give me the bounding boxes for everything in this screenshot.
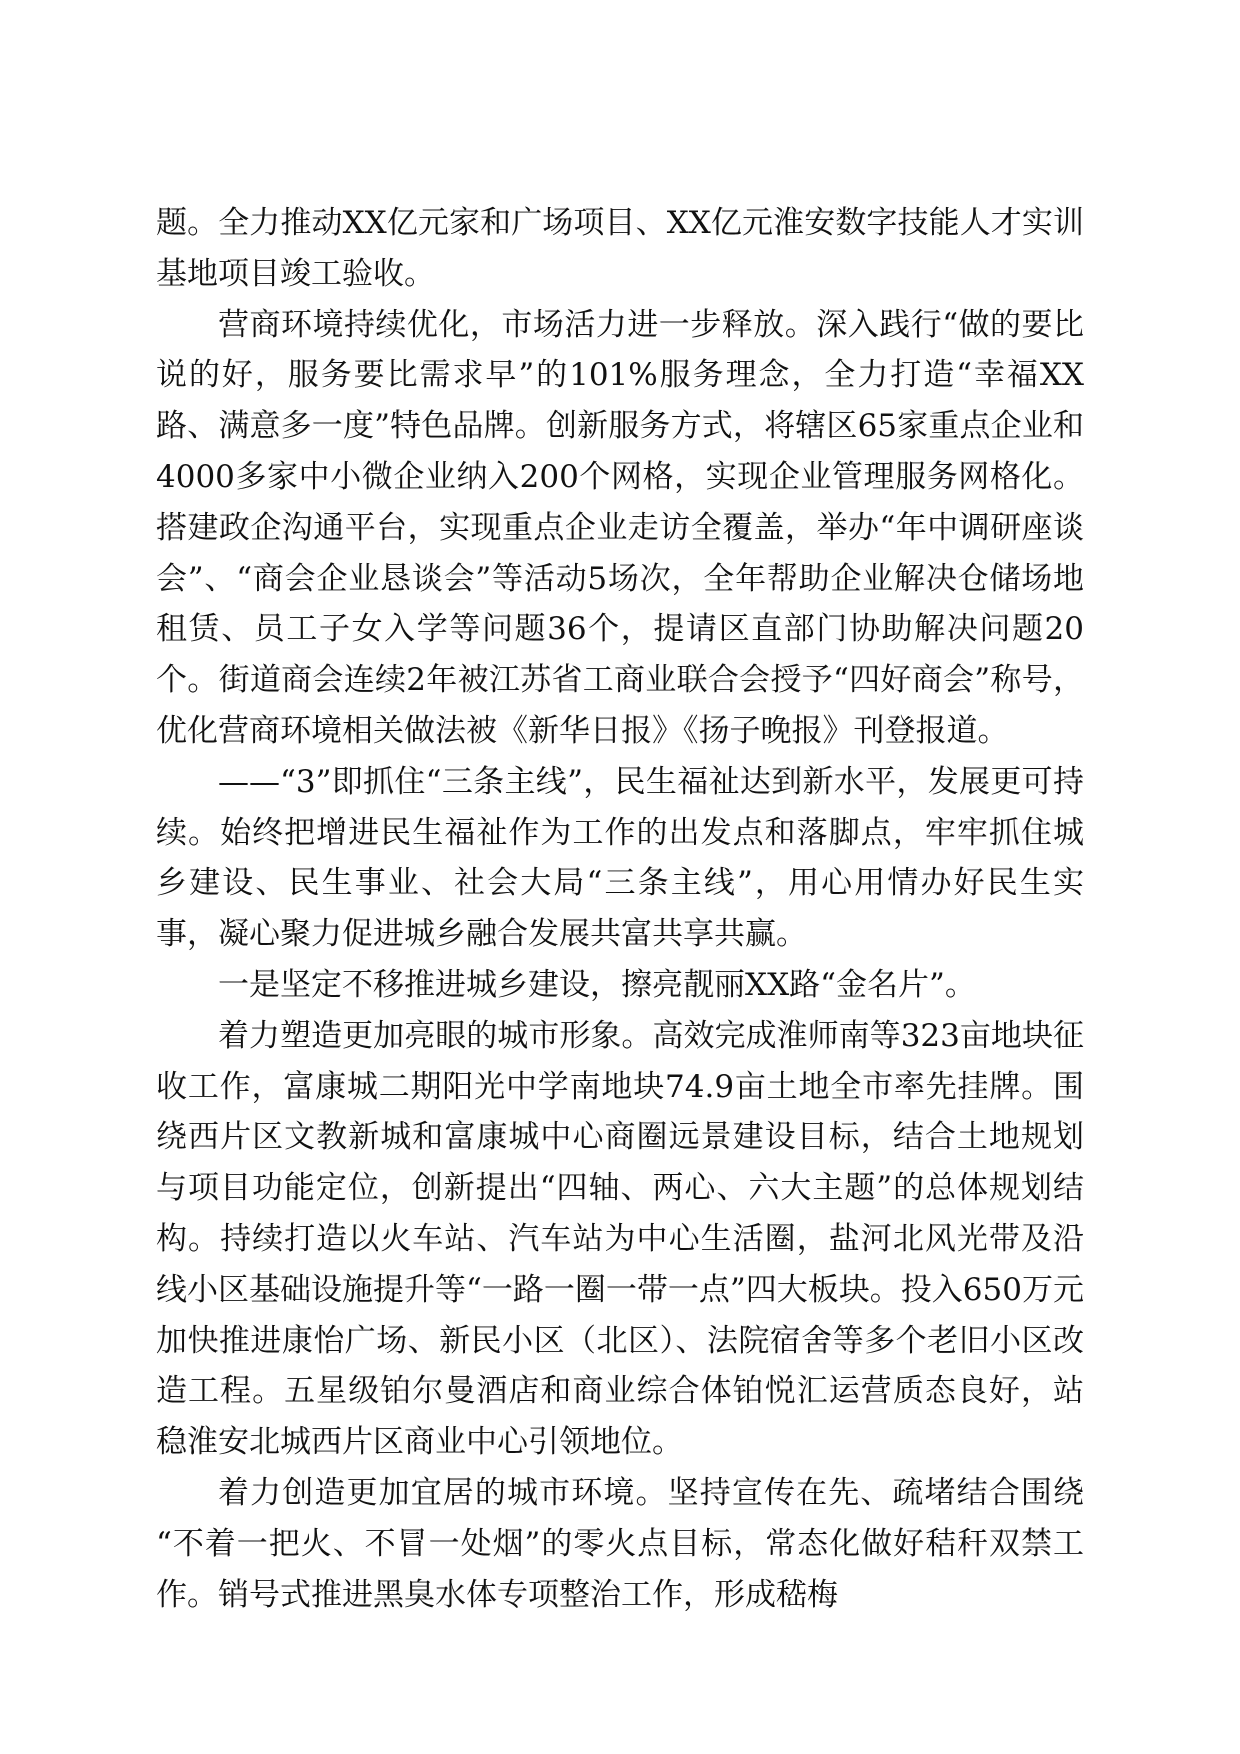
paragraph-business-environment: 营商环境持续优化，市场活力进一步释放。深入践行“做的要比说的好，服务要比需求早”的101%服务理念，全力打造“幸福XX路、满意多一度”特色品牌。创新服务方式，将辖区65家重点企业和4000多家中小微企业纳入200个网格，实现企业管理服务网格化。搭建政企沟通平台，实现重点企业走访全覆盖，举办“年中调研座谈会”、“商会企业恳谈会”等活动5场次，全年帮助企业解决仓储场地租赁、员工子女入学等问题36个，提请区直部门协助解决问题20个。街道商会连续2年被江苏省工商业联合会授予“四好商会”称号，优化营商环境相关做法被《新华日报》《扬子晚报》刊登报道。 [156,306,1084,749]
document-body [156,198,1084,1620]
paragraph-three-main-lines: ——“3”即抓住“三条主线”，民生福祉达到新水平，发展更可持续。始终把增进民生福祉作为工作的出发点和落脚点，牢牢抓住城乡建设、民生事业、社会大局“三条主线”，用心用情办好民生实事，凝心聚力促进城乡融合发展共富共享共赢。 [156,763,1084,953]
paragraph-city-image: 着力塑造更加亮眼的城市形象。高效完成淮师南等323亩地块征收工作，富康城二期阳光中学南地块74.9亩土地全市率先挂牌。围绕西片区文教新城和富康城中心商圈远景建设目标，结合土地规划与项目功能定位，创新提出“四轴、两心、六大主题”的总体规划结构。持续打造以火车站、汽车站为中心生活圈，盐河北风光带及沿线小区基础设施提升等“一路一圈一带一点”四大板块。投入650万元加快推进康怡广场、新民小区（北区）、法院宿舍等多个老旧小区改造工程。五星级铂尔曼酒店和商业综合体铂悦汇运营质态良好，站稳淮安北城西片区商业中心引领地位。 [156,1017,1084,1461]
paragraph-city-environment: 着力创造更加宜居的城市环境。坚持宣传在先、疏堵结合围绕 “不着一把火、不冒一处烟”的零火点目标，常态化做好秸秆双禁工作。销号式推进黑臭水体专项整治工作，形成嵇梅 [156,1474,1084,1613]
paragraph-continuation: 题。全力推动XX亿元家和广场项目、XX亿元淮安数字技能人才实训基地项目竣工验收。 [156,205,1084,292]
paragraph-urban-rural-construction-heading: 一是坚定不移推进城乡建设，擦亮靓丽XX路“金名片”。 [218,966,976,1003]
